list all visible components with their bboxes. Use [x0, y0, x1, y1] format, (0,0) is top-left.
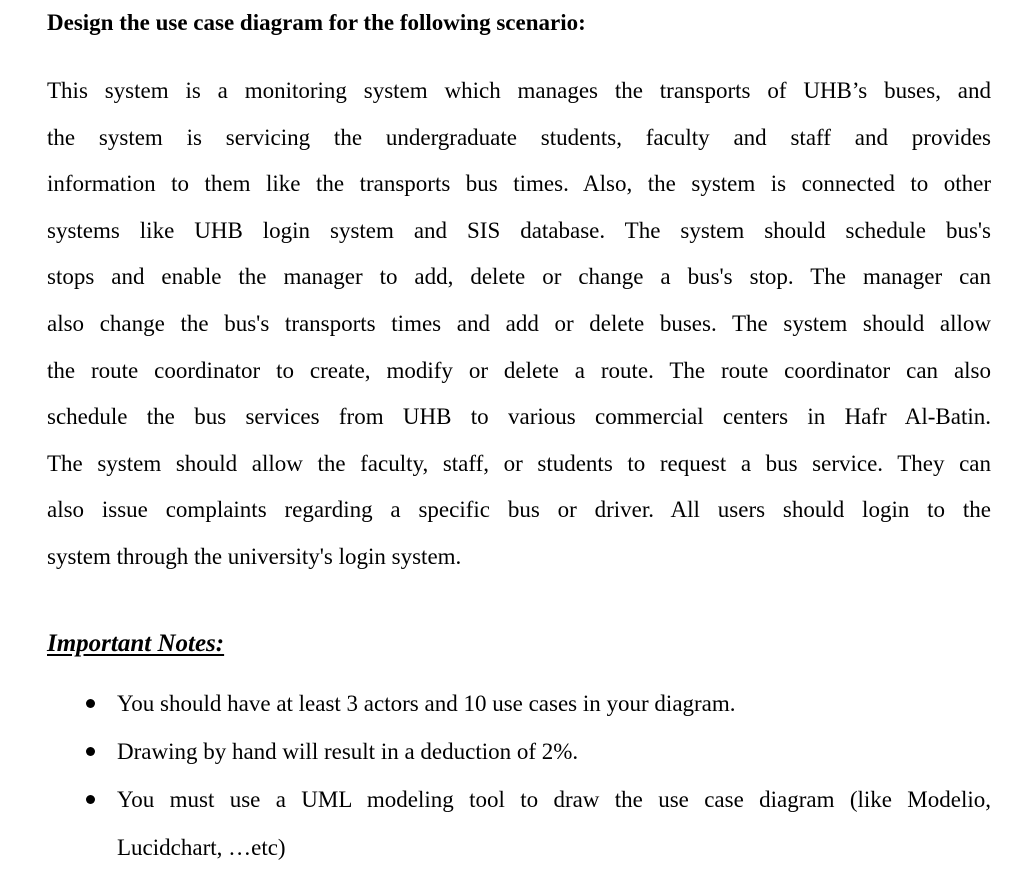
notes-list — [0, 680, 1024, 872]
scenario-line: the system is servicing the undergraduate students, faculty and staff and provides — [47, 124, 991, 150]
scenario-paragraph — [47, 68, 991, 581]
scenario-line: This system is a monitoring system which manages the transports of UHB’s buses, and — [47, 78, 991, 103]
scenario-line: also change the bus's transports times and add or delete buses. The system should allow — [47, 310, 991, 336]
bullet-icon — [86, 795, 95, 804]
list-item-continuation — [0, 824, 1024, 872]
list-item — [0, 680, 1024, 728]
note-text: You should have at least 3 actors and 10 use cases in your diagram. — [117, 691, 736, 716]
note-text: You must use a UML modeling tool to draw the use case diagram (like Modelio, — [117, 787, 991, 812]
note-continuation: Lucidchart, …etc) — [117, 835, 286, 860]
list-item — [0, 776, 1024, 824]
question-heading: Design the use case diagram for the following scenario: — [47, 10, 586, 35]
scenario-line: The system should allow the faculty, staff, or students to request a bus service. They can — [47, 450, 991, 476]
scenario-line: system through the university's login system. — [47, 543, 462, 569]
scenario-line: also issue complaints regarding a specific bus or driver. All users should login to the — [47, 497, 991, 523]
scenario-line: stops and enable the manager to add, delete or change a bus's stop. The manager can — [47, 264, 991, 290]
scenario-line: systems like UHB login system and SIS database. The system should schedule bus's — [47, 217, 991, 243]
scenario-line: the route coordinator to create, modify or delete a route. The route coordinator can also — [47, 357, 991, 383]
scenario-line: information to them like the transports bus times. Also, the system is connected to other — [47, 171, 991, 197]
note-text: Drawing by hand will result in a deduction of 2%. — [117, 739, 579, 764]
notes-title: Important Notes: — [47, 630, 225, 657]
bullet-icon — [86, 699, 95, 708]
scenario-line: schedule the bus services from UHB to various commercial centers in Hafr Al-Batin. — [47, 404, 991, 430]
bullet-icon — [86, 747, 95, 756]
list-item — [0, 728, 1024, 776]
